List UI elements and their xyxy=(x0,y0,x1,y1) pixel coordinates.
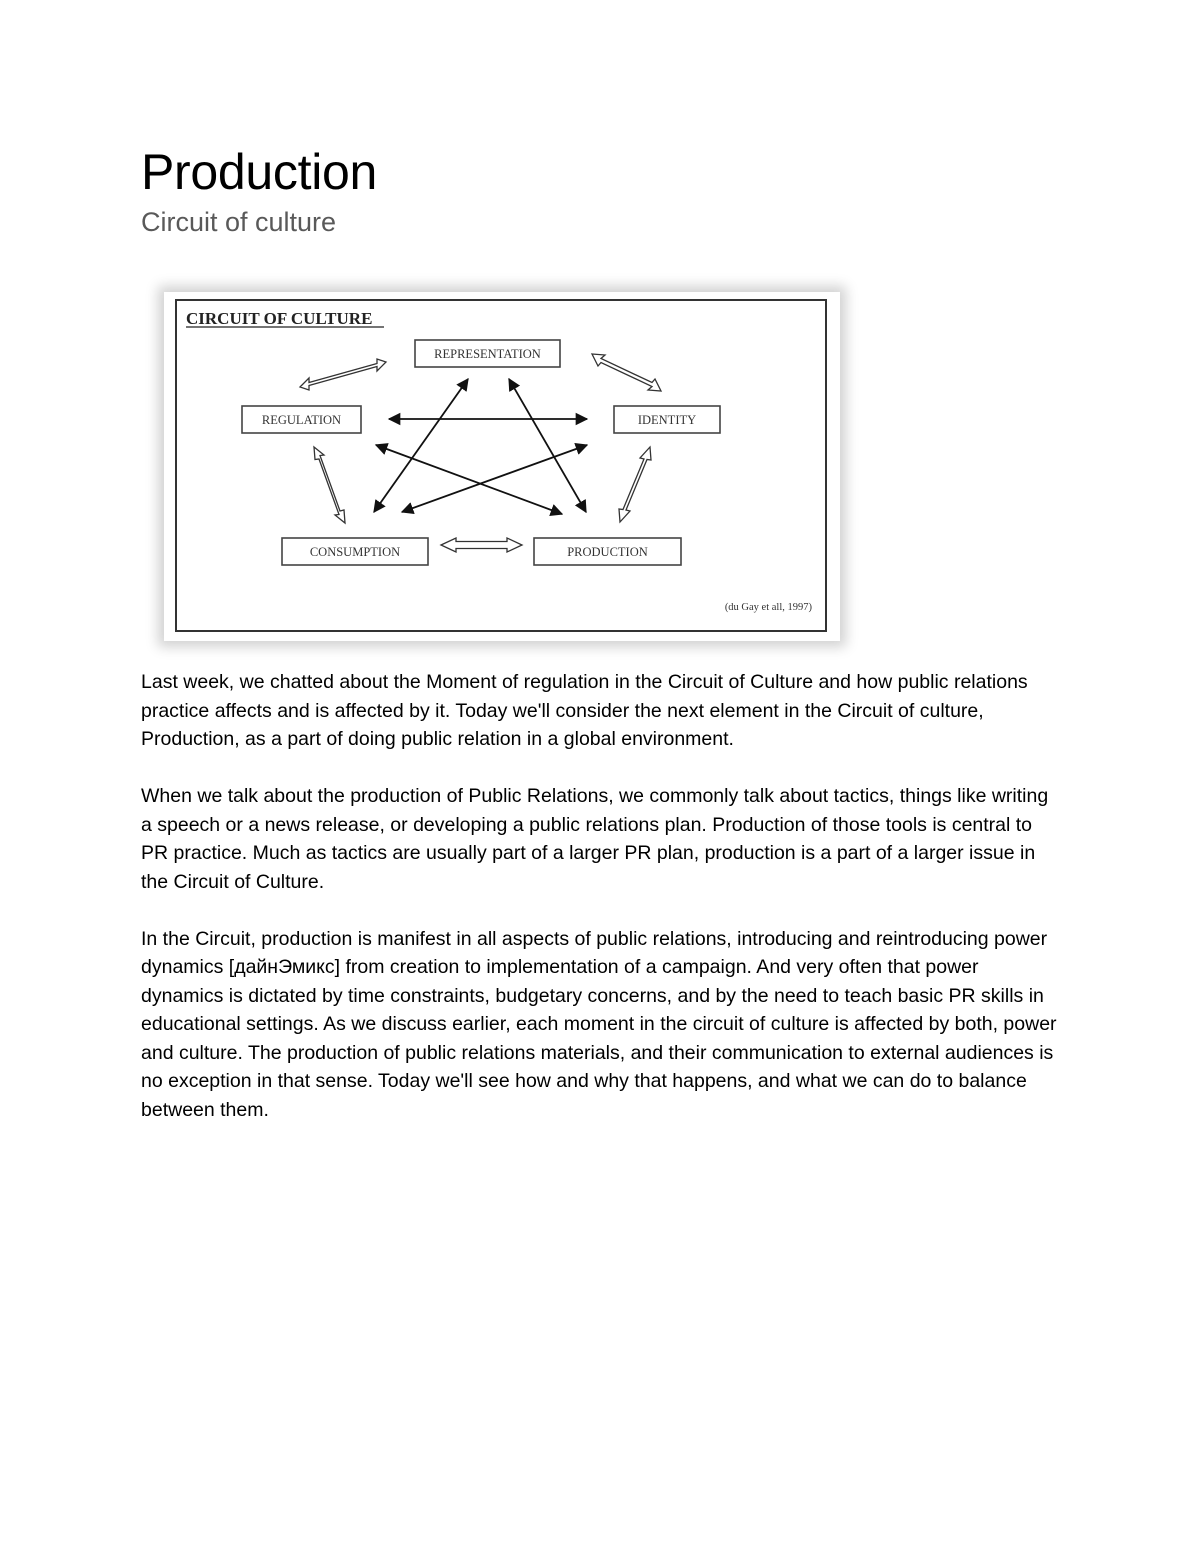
node-representation-label: REPRESENTATION xyxy=(434,347,541,361)
diagram-citation: (du Gay et all, 1997) xyxy=(724,602,812,613)
page-subtitle: Circuit of culture xyxy=(141,207,337,237)
paragraph-3: In the Circuit, production is manifest in all aspects of public relations, introducing and reintroducing power dynamics [дайнЭмикс] from creation to implementation of a campaign. And very often that power dynamics is dictated by time constraints, budgetary concerns, and by the need to teach basic PR skills in educational settings. As we discuss earlier, each moment in the circuit of culture is affected by both, power and culture. The production of public relations materials, and their communication to external audiences is no exception in that sense. Today we'll see how and why that happens, and what we can do to balance between them. xyxy=(141,927,1057,1121)
node-consumption-label: CONSUMPTION xyxy=(309,545,401,559)
circuit-diagram xyxy=(164,292,840,641)
node-identity-label: IDENTITY xyxy=(637,413,697,427)
page-title: Production xyxy=(141,144,378,200)
node-representation xyxy=(415,340,560,367)
node-consumption xyxy=(282,538,428,565)
circuit-of-culture-figure xyxy=(164,292,840,641)
node-regulation xyxy=(242,406,361,433)
node-production xyxy=(534,538,681,565)
node-identity xyxy=(614,406,720,433)
diagram-heading: CIRCUIT OF CULTURE xyxy=(186,309,373,328)
node-regulation-label: REGULATION xyxy=(261,413,342,427)
paragraph-2: When we talk about the production of Public Relations, we commonly talk about tactics, things like writing a speech or a news release, or developing a public relations plan. Production of those tools is central to PR practice. Much as tactics are usually part of a larger PR plan, production is a part of a larger issue in the Circuit of Culture. xyxy=(141,785,1049,893)
paragraph-1: Last week, we chatted about the Moment of regulation in the Circuit of Culture and how public relations practice affects and is affected by it. Today we'll consider the next element in the Circuit of culture, Production, as a part of doing public relation in a global environment. xyxy=(141,671,1028,750)
body-text xyxy=(141,668,1061,1153)
node-production-label: PRODUCTION xyxy=(567,545,648,559)
